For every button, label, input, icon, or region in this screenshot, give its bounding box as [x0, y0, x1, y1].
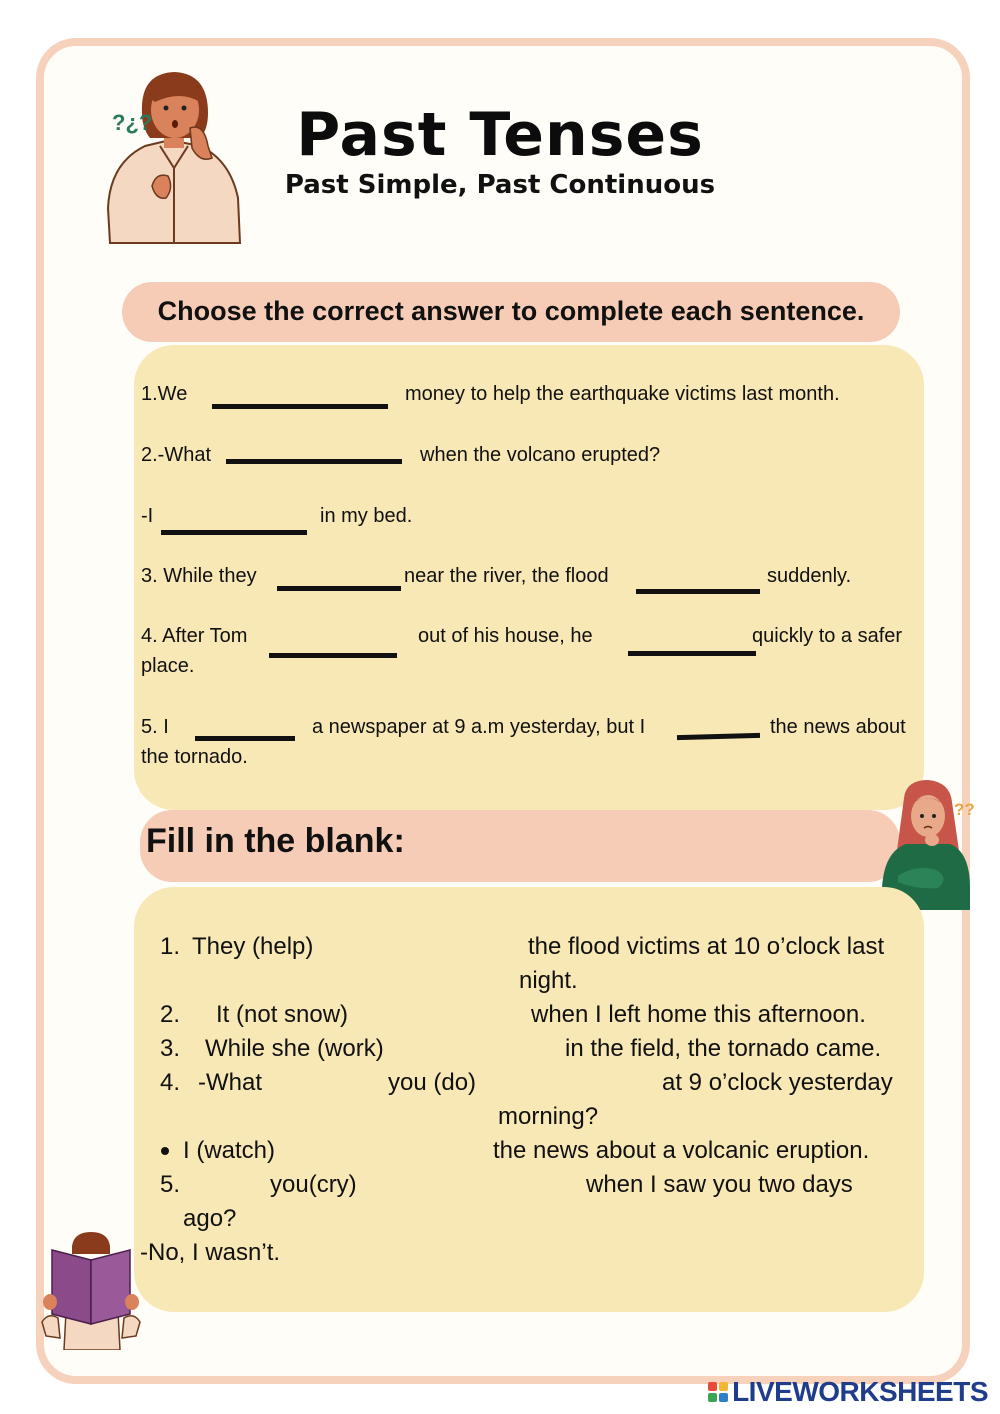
fill-in-heading: Fill in the blank:	[146, 822, 405, 860]
reading-person-illustration	[38, 1232, 144, 1350]
item4-number: 4.	[160, 1069, 181, 1096]
item2-text-end: when I left home this afternoon.	[531, 1001, 866, 1028]
q2-blank[interactable]	[226, 459, 402, 464]
liveworksheets-logo-text: LIVEWORKSHEETS	[732, 1376, 988, 1407]
q2-text-start: 2.-What	[141, 444, 212, 466]
item5-text-mid: you(cry)	[270, 1171, 357, 1198]
q1-text-start: 1.We	[141, 383, 188, 405]
q4-blank-1[interactable]	[269, 653, 397, 658]
item3-text-start: While she (work)	[205, 1035, 384, 1062]
item4-text-start: -What	[198, 1069, 263, 1096]
item4-text-end: at 9 o’clock yesterday	[662, 1069, 893, 1096]
fill-in-banner	[140, 810, 900, 882]
question-marks-icon-2: ??	[954, 800, 975, 819]
q2b-text-end: in my bed.	[320, 505, 413, 527]
q1-text-end: money to help the earthquake victims last month.	[405, 383, 840, 405]
instruction-text: Choose the correct answer to complete each sentence.	[157, 296, 865, 326]
question-marks-icon: ?¿?	[112, 110, 153, 135]
item4-text-wrap: morning?	[498, 1103, 599, 1130]
q5-text-end: the news about	[770, 716, 906, 738]
item3-number: 3.	[160, 1035, 181, 1062]
q4-text-mid: out of his house, he	[418, 625, 593, 647]
item2-number: 2.	[160, 1001, 181, 1028]
q4-text-start: 4. After Tom	[141, 625, 248, 647]
q5-text-start: 5. I	[141, 716, 169, 738]
q4-text-wrap: place.	[141, 655, 195, 677]
page-title: Past Tenses	[296, 100, 704, 170]
q5-blank-1[interactable]	[195, 736, 295, 741]
item2-text-start: It (not snow)	[216, 1001, 349, 1028]
q5-text-mid: a newspaper at 9 a.m yesterday, but I	[312, 716, 646, 738]
bullet-dot	[161, 1147, 169, 1155]
page-subtitle: Past Simple, Past Continuous	[284, 170, 716, 200]
item5-text-end: when I saw you two days	[586, 1171, 853, 1198]
answer-text: -No, I wasn’t.	[140, 1239, 281, 1266]
q1-blank[interactable]	[212, 404, 388, 409]
q5-text-wrap: the tornado.	[141, 746, 248, 768]
q2b-blank[interactable]	[161, 530, 307, 535]
bullet-text-end: the news about a volcanic eruption.	[493, 1137, 870, 1164]
q4-text-end: quickly to a safer	[752, 625, 903, 647]
item1-text-start: They (help)	[192, 933, 314, 960]
item1-number: 1.	[160, 933, 181, 960]
q3-text-mid: near the river, the flood	[404, 565, 609, 587]
q2-text-end: when the volcano erupted?	[420, 444, 661, 466]
q3-blank-2[interactable]	[636, 589, 760, 594]
item5-text-wrap: ago?	[183, 1205, 237, 1232]
item1-text-wrap: night.	[519, 967, 578, 994]
item1-text-end: the flood victims at 10 o’clock last	[528, 933, 885, 960]
bullet-text-start: I (watch)	[183, 1137, 276, 1164]
q3-blank-1[interactable]	[277, 586, 401, 591]
item4-text-mid: you (do)	[388, 1069, 477, 1096]
item5-number: 5.	[160, 1171, 181, 1198]
item3-text-end: in the field, the tornado came.	[565, 1035, 882, 1062]
q4-blank-2[interactable]	[628, 651, 756, 656]
liveworksheets-logo	[708, 1376, 988, 1408]
liveworksheets-logo-icon	[708, 1382, 728, 1402]
q2b-text-start: -I	[141, 505, 154, 527]
q3-text-start: 3. While they	[141, 565, 257, 587]
q3-text-end: suddenly.	[767, 565, 852, 587]
instruction-banner	[122, 282, 900, 342]
